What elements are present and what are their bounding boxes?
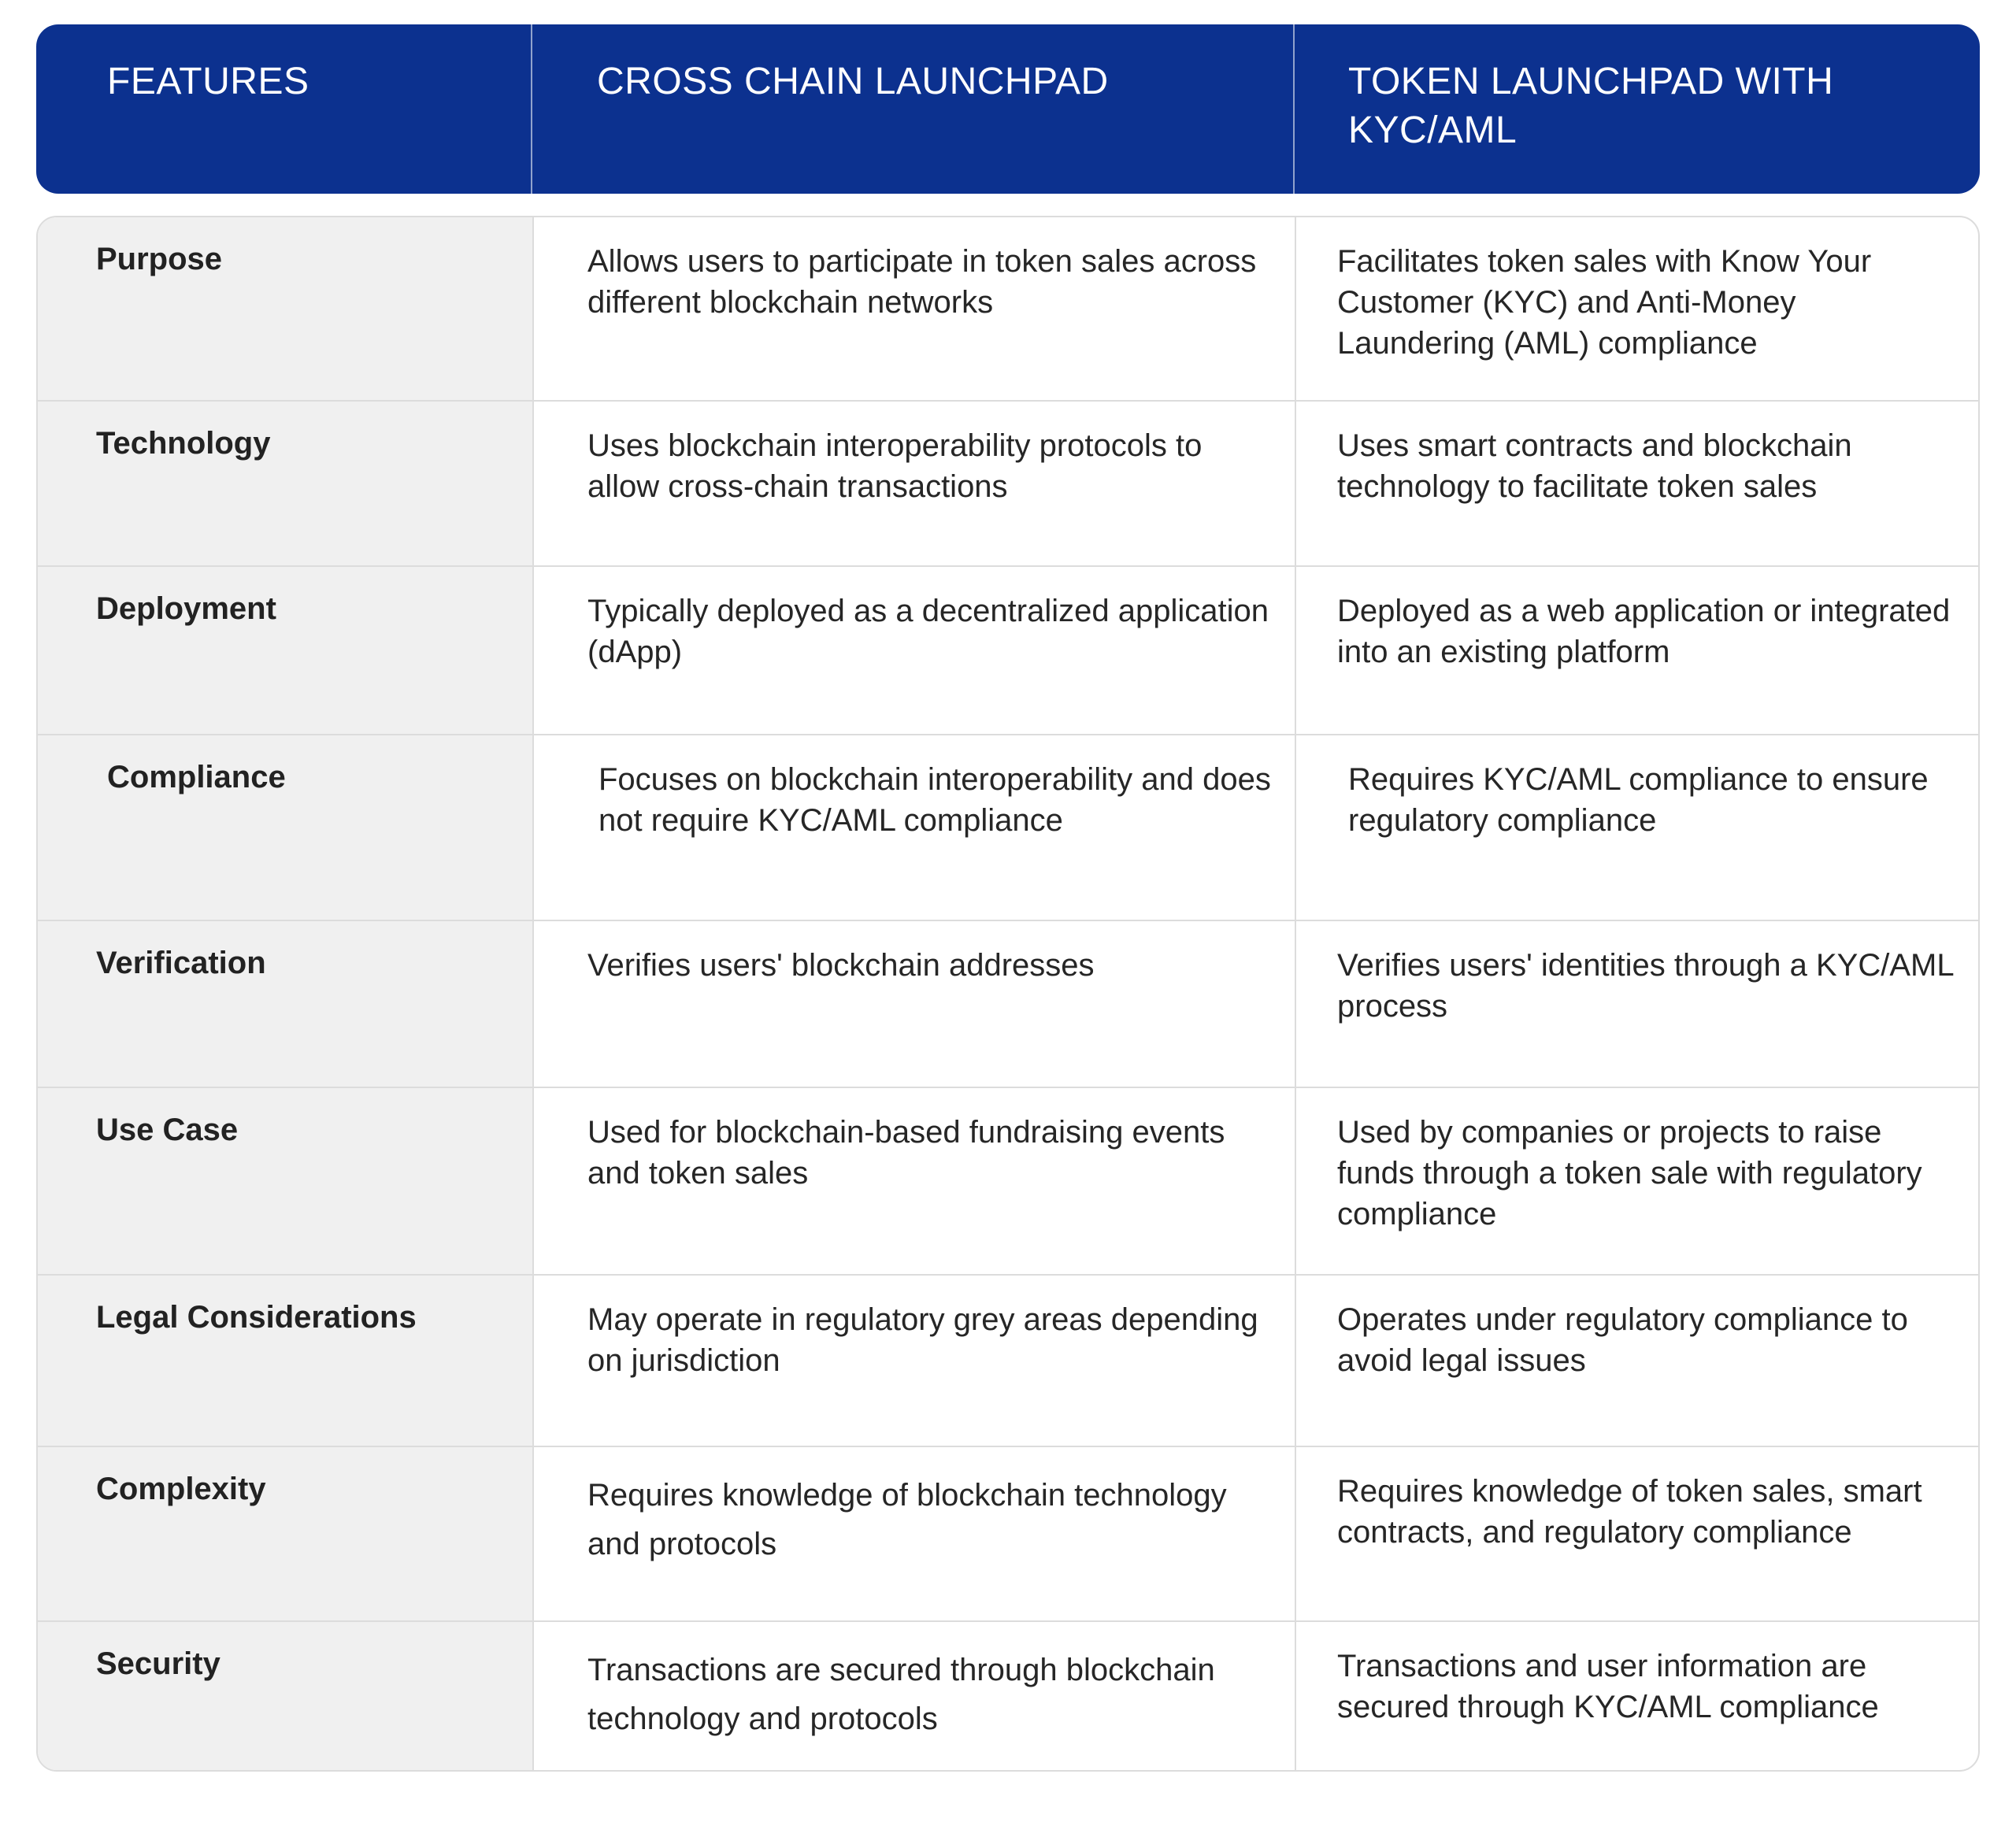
token-launchpad-value: Transactions and user information are secured through KYC/AML compliance xyxy=(1295,1622,1978,1770)
cross-chain-value: Uses blockchain interoperability protocols to allow cross-chain transactions xyxy=(532,402,1295,565)
cross-chain-value: Transactions are secured through blockchain technology and protocols xyxy=(532,1622,1295,1770)
token-launchpad-value: Deployed as a web application or integrated into an existing platform xyxy=(1295,567,1978,734)
header-features: FEATURES xyxy=(107,61,309,102)
table-row-complexity xyxy=(38,1447,1978,1622)
token-launchpad-value: Verifies users' identities through a KYC/AML process xyxy=(1295,921,1978,1087)
feature-label: Purpose xyxy=(38,217,532,400)
cross-chain-value: Allows users to participate in token sales across different blockchain networks xyxy=(532,217,1295,400)
cross-chain-value: Verifies users' blockchain addresses xyxy=(532,921,1295,1087)
comparison-table xyxy=(36,216,1980,1772)
header-token-launchpad-kyc-aml: TOKEN LAUNCHPAD WITH KYC/AML xyxy=(1293,24,1980,194)
table-row-purpose xyxy=(38,217,1978,402)
table-header xyxy=(36,24,1980,194)
table-row-compliance xyxy=(38,735,1978,921)
cross-chain-value: May operate in regulatory grey areas depending on jurisdiction xyxy=(532,1276,1295,1446)
cross-chain-value: Requires knowledge of blockchain technology and protocols xyxy=(532,1447,1295,1620)
table-row-verification xyxy=(38,921,1978,1088)
feature-label: Technology xyxy=(38,402,532,565)
table-row-security xyxy=(38,1622,1978,1770)
feature-label: Complexity xyxy=(38,1447,532,1620)
token-launchpad-value: Uses smart contracts and blockchain technology to facilitate token sales xyxy=(1295,402,1978,565)
token-launchpad-value: Requires knowledge of token sales, smart contracts, and regulatory compliance xyxy=(1295,1447,1978,1620)
feature-label: Use Case xyxy=(38,1088,532,1274)
table-row-use-case xyxy=(38,1088,1978,1276)
table-row-deployment xyxy=(38,567,1978,735)
feature-label: Verification xyxy=(38,921,532,1087)
token-launchpad-value: Used by companies or projects to raise funds through a token sale with regulatory compliance xyxy=(1295,1088,1978,1274)
header-cross-chain-launchpad: CROSS CHAIN LAUNCHPAD xyxy=(531,24,1293,194)
token-launchpad-value: Requires KYC/AML compliance to ensure regulatory compliance xyxy=(1295,735,1978,920)
token-launchpad-value: Operates under regulatory compliance to avoid legal issues xyxy=(1295,1276,1978,1446)
feature-label: Deployment xyxy=(38,567,532,734)
feature-label: Security xyxy=(38,1622,532,1770)
table-row-legal-considerations xyxy=(38,1276,1978,1447)
feature-label: Legal Considerations xyxy=(38,1276,532,1446)
table-row-technology xyxy=(38,402,1978,567)
cross-chain-value: Used for blockchain-based fundraising events and token sales xyxy=(532,1088,1295,1274)
cross-chain-value: Typically deployed as a decentralized application (dApp) xyxy=(532,567,1295,734)
cross-chain-value: Focuses on blockchain interoperability and does not require KYC/AML compliance xyxy=(532,735,1295,920)
feature-label: Compliance xyxy=(38,735,532,920)
token-launchpad-value: Facilitates token sales with Know Your Customer (KYC) and Anti-Money Laundering (AML) compliance xyxy=(1295,217,1978,400)
